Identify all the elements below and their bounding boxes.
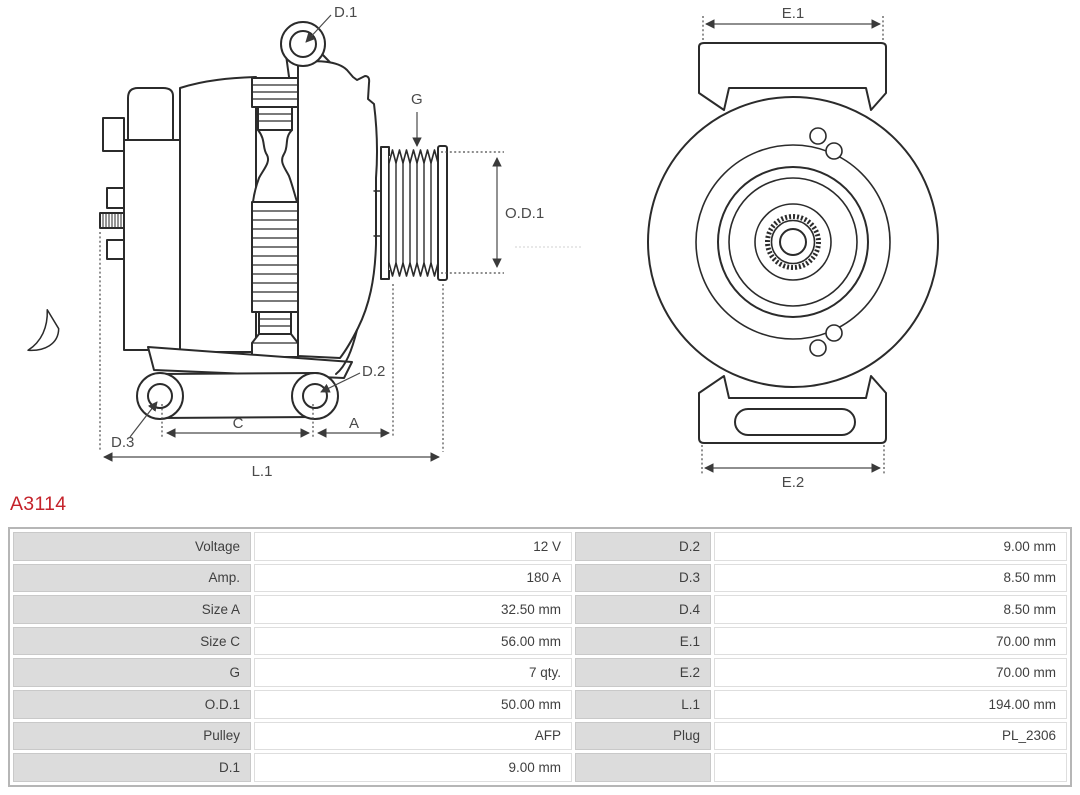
spec-value: 50.00 mm	[254, 690, 572, 719]
dim-label-d1: D.1	[334, 4, 358, 21]
shaft-hub	[718, 167, 868, 317]
spec-value: PL_2306	[714, 722, 1067, 751]
dim-label-e2: E.2	[781, 474, 805, 491]
dim-label-e1: E.1	[781, 5, 805, 22]
spec-label: Pulley	[13, 722, 251, 751]
spec-label: Voltage	[13, 532, 251, 561]
rear-housing	[100, 88, 182, 350]
spec-label: Plug	[575, 722, 711, 751]
spec-label: Amp.	[13, 564, 251, 593]
spec-label: E.1	[575, 627, 711, 656]
part-number: A3114	[10, 493, 67, 515]
spec-value: 194.00 mm	[714, 690, 1067, 719]
spec-value: AFP	[254, 722, 572, 751]
dim-label-d3: D.3	[111, 434, 135, 451]
spec-label: O.D.1	[13, 690, 251, 719]
dim-label-l1: L.1	[251, 463, 273, 480]
spec-value: 9.00 mm	[714, 532, 1067, 561]
dim-label-g: G	[411, 91, 423, 108]
spec-label: Size C	[13, 627, 251, 656]
spec-label: Size A	[13, 595, 251, 624]
spec-value: 70.00 mm	[714, 627, 1067, 656]
spec-value: 180 A	[254, 564, 572, 593]
spec-label: E.2	[575, 658, 711, 687]
spec-table	[8, 527, 1072, 787]
spec-value: 70.00 mm	[714, 658, 1067, 687]
spec-label: D.2	[575, 532, 711, 561]
stator-fins	[252, 78, 298, 357]
dim-label-od1: O.D.1	[505, 205, 545, 222]
side-view-drawing	[100, 22, 447, 419]
spec-label: D.3	[575, 564, 711, 593]
spec-value: 32.50 mm	[254, 595, 572, 624]
spec-value: 8.50 mm	[714, 595, 1067, 624]
mid-body	[180, 77, 256, 352]
spec-value: 7 qty.	[254, 658, 572, 687]
pulley	[381, 146, 447, 280]
dim-label-a: A	[348, 415, 360, 432]
spec-label: L.1	[575, 690, 711, 719]
spec-value: 12 V	[254, 532, 572, 561]
spec-value: 9.00 mm	[254, 753, 572, 782]
spec-label: G	[13, 658, 251, 687]
dim-label-d2: D.2	[362, 363, 386, 380]
spec-value: 56.00 mm	[254, 627, 572, 656]
spec-label	[575, 753, 711, 782]
spec-value: 8.50 mm	[714, 564, 1067, 593]
spec-label: D.1	[13, 753, 251, 782]
dim-label-c: C	[232, 415, 244, 432]
spec-label: D.4	[575, 595, 711, 624]
spec-value	[714, 753, 1067, 782]
front-housing	[298, 61, 377, 358]
